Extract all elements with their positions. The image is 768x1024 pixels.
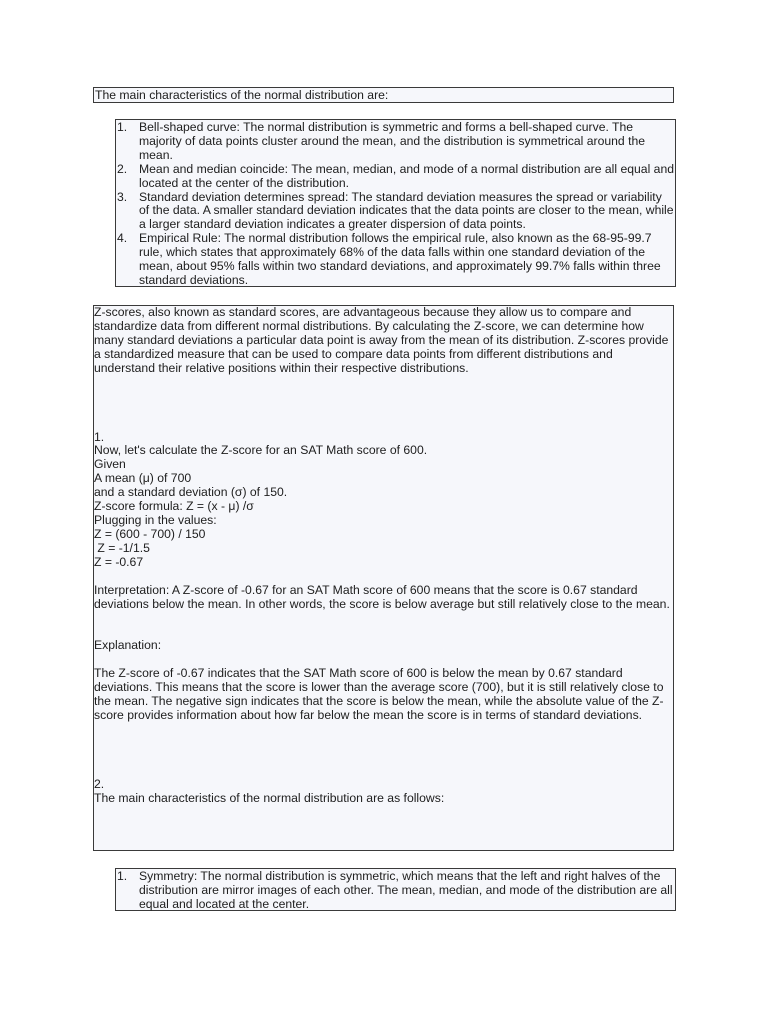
interpretation-paragraph: Interpretation: A Z-score of -0.67 for an SAT Math score of 600 means that the score is 0.67 standard deviations below the mean. In other words, the score is below average but still relatively close to the mean. — [94, 582, 670, 611]
characteristics-list — [116, 121, 675, 288]
list-item-number: 3. — [117, 189, 128, 204]
mean-line: A mean (μ) of 700 — [94, 471, 192, 486]
list-item-text: Bell-shaped curve: The normal distribution is symmetric and forms a bell-shaped curve. The majority of data points cluster around the mean, and the distribution is symmetrical around the mean. — [139, 120, 646, 162]
explanation-label: Explanation: — [94, 638, 162, 653]
spacer — [94, 611, 673, 639]
formula-line: Z-score formula: Z = (x - μ) /σ — [94, 499, 254, 514]
spacer — [94, 653, 673, 667]
list-item-number: 1. — [117, 869, 128, 883]
step-3: Z = -0.67 — [94, 554, 144, 569]
spacer — [94, 376, 673, 431]
main-content-box — [93, 305, 674, 851]
symmetry-list-box — [115, 868, 676, 911]
symmetry-list — [116, 870, 675, 912]
step-1: Z = (600 - 700) / 150 — [94, 526, 206, 541]
list-item-text: Empirical Rule: The normal distribution follows the empirical rule, also known as the 68-95-99.7 rule, which states that approximately 68% of the data falls within one standard deviation of the mean, about 95% falls within two standard deviations, and approximately 99.7% falls within three standard deviations. — [139, 231, 661, 287]
section-2-number: 2. — [94, 776, 105, 791]
list-item-text: Symmetry: The normal distribution is symmetric, which means that the left and right halves of the distribution are mirror images of each other. The mean, median, and mode of the distribution are all equal and located at the center. — [139, 869, 673, 911]
plugging-line: Plugging in the values: — [94, 512, 217, 527]
given-label: Given — [94, 457, 126, 472]
section-2-intro: The main characteristics of the normal distribution are as follows: — [94, 790, 445, 805]
list-item-number: 4. — [117, 231, 128, 246]
list-item-text: Mean and median coincide: The mean, median, and mode of a normal distribution are all equal and located at the center of the distribution. — [139, 161, 675, 190]
list-item — [116, 163, 675, 191]
list-item — [116, 191, 675, 233]
spacer — [94, 723, 673, 778]
list-item — [116, 232, 675, 288]
explanation-paragraph: The Z-score of -0.67 indicates that the SAT Math score of 600 is below the mean by 0.67 standard deviations. This means that the score is lower than the average score (700), but it is still relatively close to the mean. The negative sign indicates that the score is below the mean, while the absolute value of the Z-score provides information about how far below the mean the score is in terms of standard deviations. — [94, 666, 667, 723]
intro-heading-box — [93, 87, 674, 103]
list-item-number: 2. — [117, 161, 128, 176]
spacer — [94, 570, 673, 584]
sd-line: and a standard deviation (σ) of 150. — [94, 485, 288, 500]
list-item — [116, 870, 675, 912]
section-1-number: 1. — [94, 429, 105, 444]
list-item — [116, 121, 675, 163]
list-item-text: Standard deviation determines spread: The standard deviation measures the spread or variability of the data. A smaller standard deviation indicates that the data points are closer to the mean, while a larger standard deviation indicates a greater dispersion of data points. — [139, 189, 674, 232]
zscores-paragraph: Z-scores, also known as standard scores, are advantageous because they allow us to compare and standardize data from different normal distributions. By calculating the Z-score, we can determine how many standard deviations a particular data point is away from the mean of its distribution. Z-scores provide a standardized measure that can be used to compare data points from different distributions and understand their relative positions within their respective distributions. — [94, 305, 672, 375]
calc-intro: Now, let's calculate the Z-score for an SAT Math score of 600. — [94, 443, 428, 458]
characteristics-list-box — [115, 119, 676, 287]
intro-heading: The main characteristics of the normal distribution are: — [95, 88, 389, 102]
step-2: Z = -1/1.5 — [94, 540, 150, 555]
list-item-number: 1. — [117, 120, 128, 134]
